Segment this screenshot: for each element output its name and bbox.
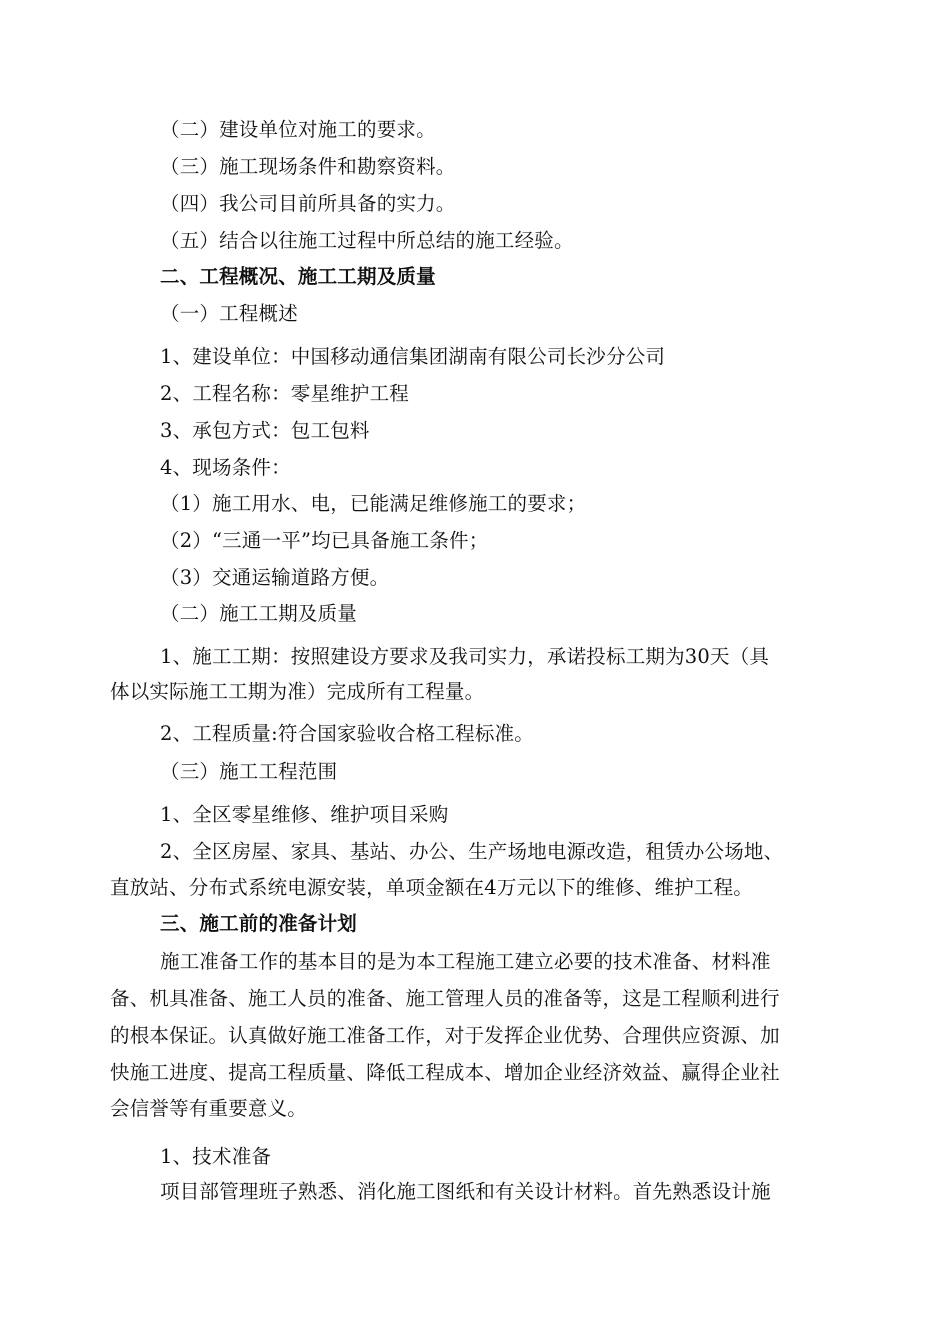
paragraph-line: 体以实际施工工期为准）完成所有工程量。: [110, 680, 485, 703]
paragraph-line: 直放站、分布式系统电源安装，单项金额在4万元以下的维修、维护工程。: [110, 876, 754, 899]
intro-item: （三）施工现场条件和勘察资料。: [160, 155, 456, 178]
subsection-title: 1、技术准备: [160, 1145, 272, 1168]
condition-item: （2）“三通一平”均已具备施工条件；: [160, 529, 489, 552]
paragraph-line: 项目部管理班子熟悉、消化施工图纸和有关设计材料。首先熟悉设计施: [160, 1180, 771, 1203]
subsection-title: （二）施工工期及质量: [160, 602, 358, 625]
intro-item: （二）建设单位对施工的要求。: [160, 118, 436, 141]
intro-item: （五）结合以往施工过程中所总结的施工经验。: [160, 229, 574, 252]
paragraph-line: 施工准备工作的基本目的是为本工程施工建立必要的技术准备、材料准: [160, 950, 771, 973]
section-heading: 二、工程概况、施工工期及质量: [160, 265, 436, 288]
condition-item: （3）交通运输道路方便。: [160, 566, 390, 589]
overview-item: 4、现场条件：: [160, 456, 291, 479]
intro-item: （四）我公司目前所具备的实力。: [160, 192, 456, 215]
paragraph-line: 2、工程质量:符合国家验收合格工程标准。: [160, 722, 534, 745]
paragraph-line: 备、机具准备、施工人员的准备、施工管理人员的准备等，这是工程顺利进行: [110, 987, 780, 1010]
subsection-title: （三）施工工程范围: [160, 760, 338, 783]
paragraph-line: 2、全区房屋、家具、基站、办公、生产场地电源改造，租赁办公场地、: [160, 840, 784, 863]
overview-item: 2、工程名称：零星维护工程: [160, 382, 410, 405]
overview-item: 1、建设单位：中国移动通信集团湖南有限公司长沙分公司: [160, 345, 666, 368]
paragraph-line: 的根本保证。认真做好施工准备工作，对于发挥企业优势、合理供应资源、加: [110, 1024, 780, 1047]
subsection-title: （一）工程概述: [160, 302, 298, 325]
paragraph-line: 1、施工工期：按照建设方要求及我司实力，承诺投标工期为30天（具: [160, 645, 770, 668]
paragraph-line: 快施工进度、提高工程质量、降低工程成本、增加企业经济效益、赢得企业社: [110, 1061, 780, 1084]
paragraph-line: 会信誉等有重要意义。: [110, 1097, 308, 1120]
overview-item: 3、承包方式：包工包料: [160, 419, 370, 442]
condition-item: （1）施工用水、电，已能满足维修施工的要求；: [160, 492, 587, 515]
scope-item: 1、全区零星维修、维护项目采购: [160, 803, 449, 826]
section-heading: 三、施工前的准备计划: [160, 912, 358, 935]
